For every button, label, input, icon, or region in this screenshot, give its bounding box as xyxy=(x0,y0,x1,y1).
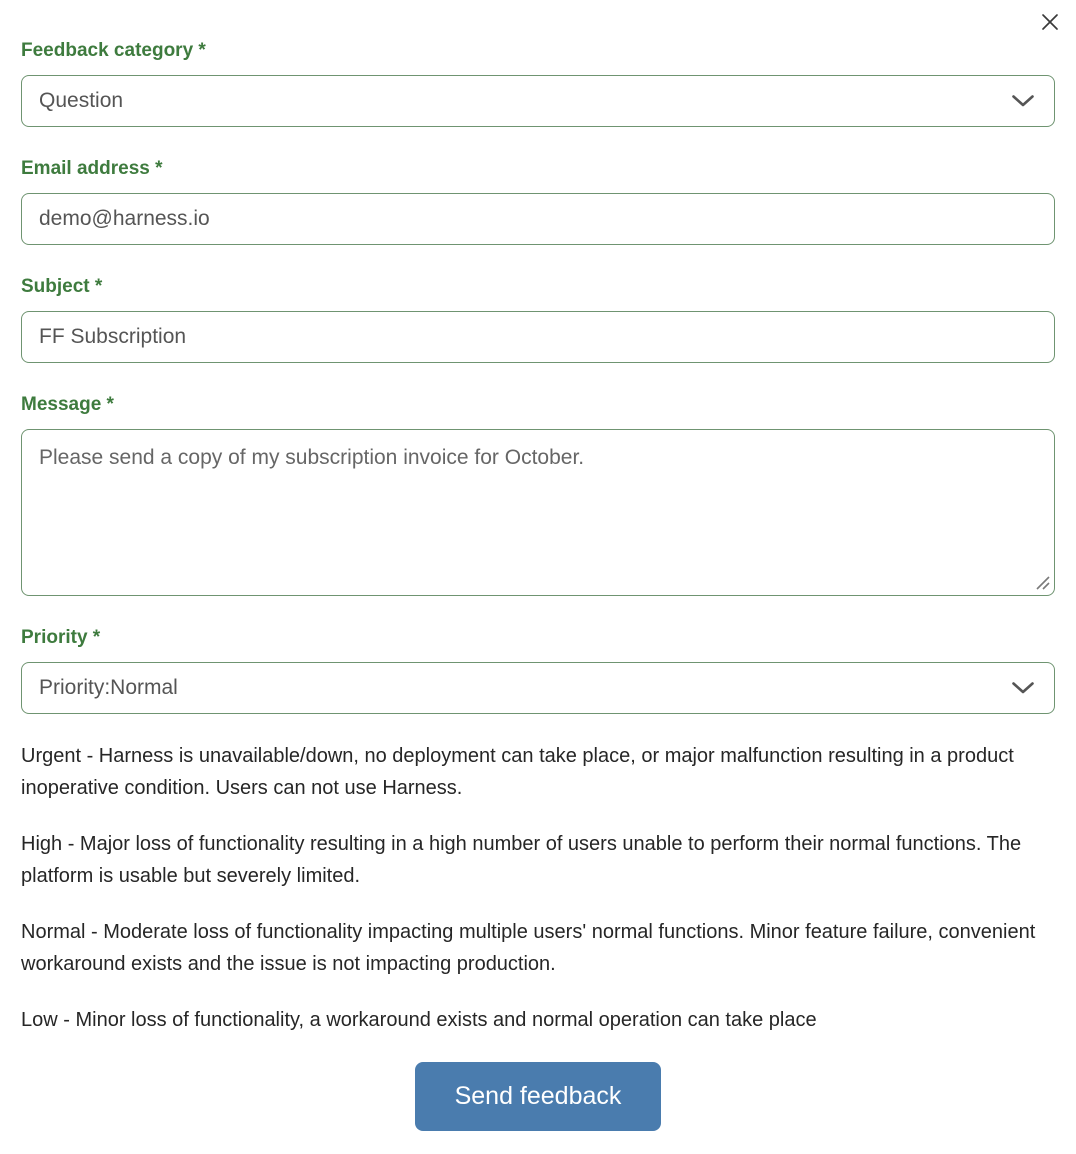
priority-description-urgent: Urgent - Harness is unavailable/down, no deployment can take place, or major malfunction resulting in a product inoperative condition. Users can not use Harness. xyxy=(21,745,1014,799)
send-feedback-button[interactable]: Send feedback xyxy=(415,1062,662,1131)
message-textarea-wrap xyxy=(21,429,1055,596)
chevron-down-icon xyxy=(1011,95,1035,108)
email-field[interactable] xyxy=(21,193,1055,245)
feedback-category-value: Question xyxy=(39,89,124,112)
message-label: Message * xyxy=(21,394,114,415)
priority-select[interactable] xyxy=(21,662,1055,714)
button-row xyxy=(21,1062,1055,1131)
message-field[interactable] xyxy=(21,429,1055,596)
priority-description-high: High - Major loss of functionality resulting in a high number of users unable to perform their normal functions. The platform is usable but severely limited. xyxy=(21,833,1022,887)
message-group xyxy=(21,394,1055,596)
feedback-category-label: Feedback category * xyxy=(21,40,206,61)
priority-label: Priority * xyxy=(21,627,101,648)
close-icon xyxy=(1041,13,1059,31)
subject-group xyxy=(21,276,1055,363)
feedback-category-group xyxy=(21,40,1055,127)
email-group xyxy=(21,158,1055,245)
email-label: Email address * xyxy=(21,158,163,179)
chevron-down-icon xyxy=(1011,682,1035,695)
priority-description-normal: Normal - Moderate loss of functionality impacting multiple users' normal functions. Minor feature failure, convenient workaround exists and the issue is not impacting production. xyxy=(21,921,1036,975)
priority-group xyxy=(21,627,1055,714)
priority-help xyxy=(21,740,1055,1036)
subject-label: Subject * xyxy=(21,276,103,297)
subject-field[interactable] xyxy=(21,311,1055,363)
close-button[interactable] xyxy=(1039,11,1061,33)
priority-value: Priority:Normal xyxy=(39,676,178,699)
feedback-category-select[interactable] xyxy=(21,75,1055,127)
priority-description-low: Low - Minor loss of functionality, a workaround exists and normal operation can take place xyxy=(21,1009,817,1031)
resize-handle-icon[interactable] xyxy=(1036,576,1050,590)
